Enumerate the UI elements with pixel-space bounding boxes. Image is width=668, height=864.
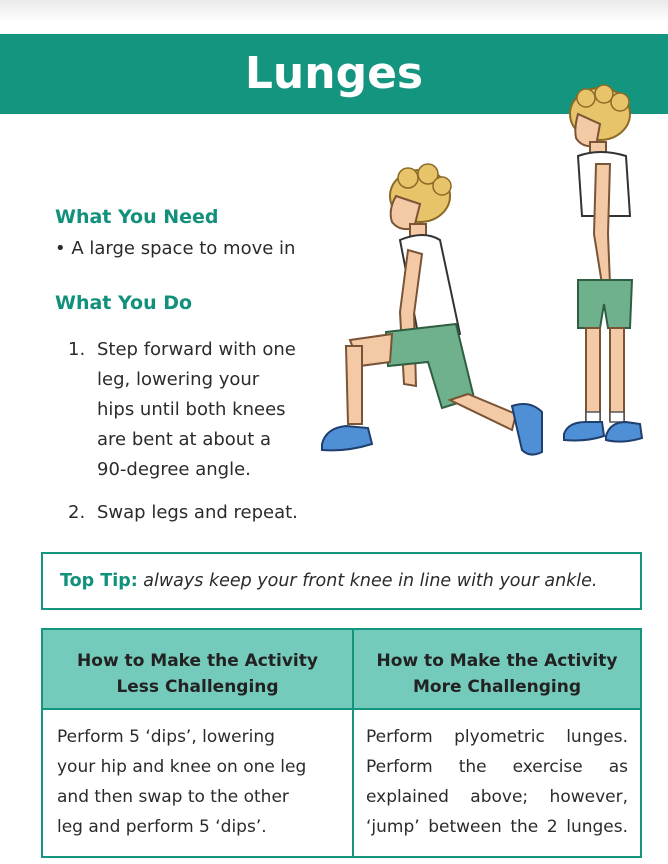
step-line: Swap legs and repeat. <box>97 502 298 523</box>
standing-boy-illustration <box>556 84 646 454</box>
top-tip-text: always keep your front knee in line with your ankle. <box>137 571 598 591</box>
cell-line: and then swap to the other <box>57 787 289 807</box>
need-item: • A large space to move in <box>55 238 296 259</box>
step-line: Step forward with one <box>97 339 296 360</box>
more-challenging-cell <box>366 722 628 842</box>
header-line: How to Make the Activity <box>77 651 318 671</box>
step-number: 2. <box>68 502 86 523</box>
top-shade <box>0 0 668 22</box>
step-line: are bent at about a <box>97 429 272 450</box>
less-challenging-cell <box>57 722 342 842</box>
header-line: How to Make the Activity <box>376 651 618 671</box>
challenge-table <box>41 628 642 858</box>
cell-line: your hip and knee on one leg <box>57 757 307 777</box>
what-you-do-heading: What You Do <box>55 292 193 314</box>
table-divider <box>43 708 640 710</box>
cell-line: Perform the exercise as <box>366 757 628 777</box>
step-line: hips until both knees <box>97 399 286 420</box>
page-title: Lunges <box>244 48 424 99</box>
what-you-need-heading: What You Need <box>55 206 219 228</box>
cell-line: Perform 5 ‘dips’, lowering <box>57 727 275 747</box>
header-line: Less Challenging <box>116 677 279 697</box>
header-line: More Challenging <box>412 677 582 697</box>
cell-line: Perform plyometric lunges. <box>366 727 628 747</box>
step-line: 90-degree angle. <box>97 459 251 480</box>
more-challenging-header <box>354 648 640 700</box>
lunging-boy-illustration <box>316 162 552 462</box>
step-2 <box>68 498 298 528</box>
less-challenging-header <box>43 648 352 700</box>
step-1 <box>68 335 296 485</box>
top-tip-box <box>41 552 642 610</box>
step-line: leg, lowering your <box>97 369 260 390</box>
step-number: 1. <box>68 339 86 360</box>
cell-line: explained above; however, <box>366 787 628 807</box>
top-tip-label: Top Tip: <box>60 571 138 591</box>
cell-line: leg and perform 5 ‘dips’. <box>57 817 267 837</box>
cell-line: ‘jump’ between the 2 lunges. <box>366 817 628 837</box>
